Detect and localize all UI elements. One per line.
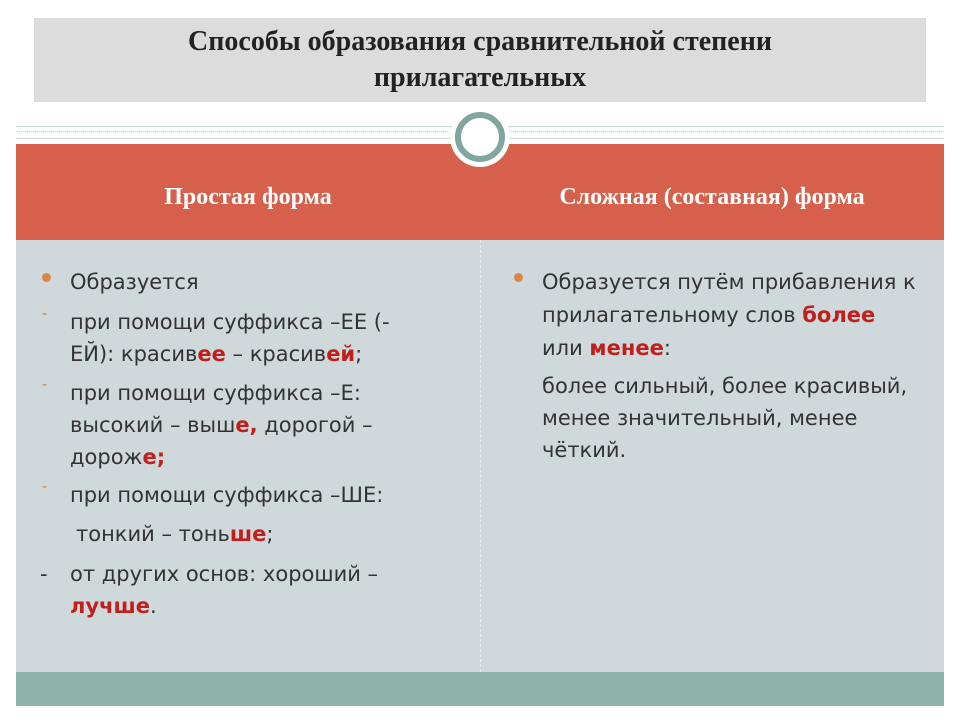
right-line3: или менее:	[542, 336, 671, 360]
left-item2-line2: высокий – выше, дорогой –	[70, 413, 373, 437]
left-item4-line2: лучше.	[70, 594, 157, 618]
left-item4-line1: от других основ: хороший –	[70, 562, 379, 586]
right-line1: Образуется путём прибавления к	[542, 270, 916, 294]
column-divider	[480, 240, 481, 672]
left-item1-line2: ЕЙ): красивее – красивей;	[70, 342, 363, 366]
footer-band	[16, 672, 944, 706]
left-column-header: Простая форма	[164, 184, 332, 210]
right-example-line2: менее значительный, менее	[542, 406, 858, 430]
bullet-icon	[42, 273, 51, 282]
dash-marker: -	[42, 479, 48, 495]
left-intro: Образуется	[70, 270, 199, 294]
right-example-line1: более сильный, более красивый,	[542, 374, 908, 398]
dash-marker: -	[42, 306, 48, 322]
title-box	[32, 16, 928, 104]
left-item3-line1: при помощи суффикса –ШЕ:	[70, 483, 384, 507]
right-column-header: Сложная (составная) форма	[559, 184, 865, 210]
left-item2-line1: при помощи суффикса –Е:	[70, 381, 361, 405]
bullet-icon	[514, 273, 523, 282]
left-item4-marker: -	[40, 562, 48, 586]
circle-ornament-icon	[455, 112, 505, 162]
page-title-line-1: Способы образования сравнительной степени	[188, 26, 772, 57]
left-item1-line1: при помощи суффикса –ЕЕ (-	[70, 310, 390, 334]
right-example-line3: чёткий.	[542, 438, 627, 462]
right-line2: прилагательному слов более	[542, 303, 876, 327]
left-item3-line2: тонкий – тоньше;	[76, 522, 274, 546]
left-item2-line3: дороже;	[70, 445, 166, 469]
page-title-line-2: прилагательных	[373, 62, 587, 93]
dash-marker: -	[42, 377, 48, 393]
